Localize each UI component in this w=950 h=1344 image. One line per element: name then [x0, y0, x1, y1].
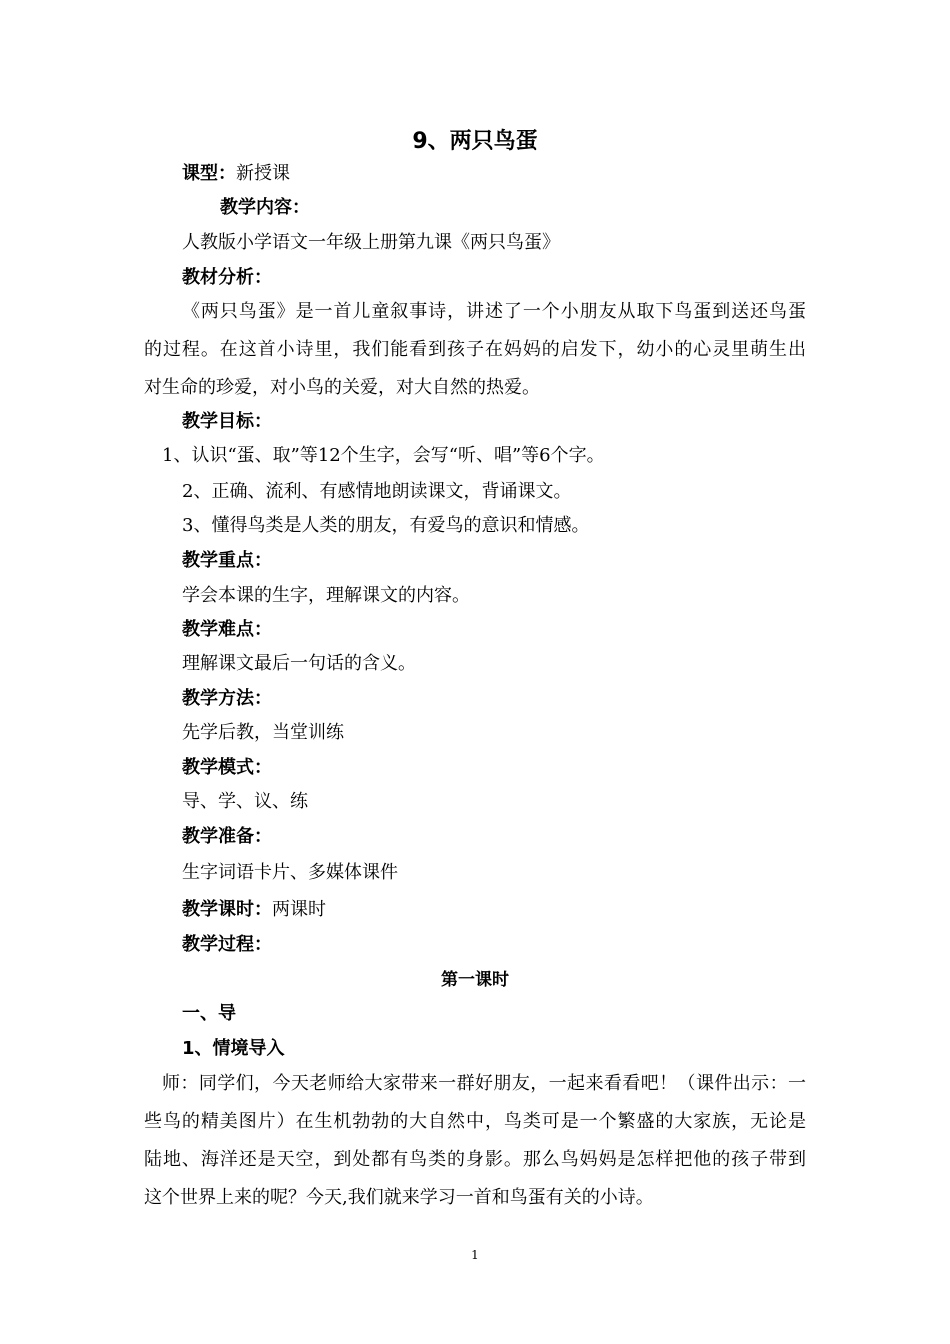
analysis-line: 对生命的珍爱，对小鸟的关爱，对大自然的热爱。 [144, 377, 540, 398]
lesson1-line: 师：同学们，今天老师给大家带来一群好朋友，一起来看看吧！（课件出示：一 [162, 1073, 806, 1094]
difficulties-text: 理解课文最后一句话的含义。 [182, 653, 416, 674]
lesson1-line: 陆地、海洋还是天空，到处都有鸟类的身影。那么鸟妈妈是怎样把他的孩子带到 [144, 1149, 806, 1170]
content-text: 人教版小学语文一年级上册第九课《两只鸟蛋》 [182, 232, 560, 253]
course-type-label: 课型： [182, 163, 236, 184]
goal-item: 2、正确、流利、有感情地朗读课文，背诵课文。 [182, 481, 572, 502]
lesson1-heading: 第一课时 [441, 970, 509, 990]
course-type-row [182, 162, 290, 186]
goal-item: 3、懂得鸟类是人类的朋友，有爱鸟的意识和情感。 [182, 515, 590, 536]
key-points-heading: 教学重点： [182, 550, 272, 571]
course-type-value: 新授课 [236, 163, 290, 184]
preparation-text: 生字词语卡片、多媒体课件 [182, 862, 398, 883]
hours-value: 两课时 [272, 899, 326, 920]
process-heading: 教学过程： [182, 934, 272, 955]
hours-label: 教学课时： [182, 899, 272, 920]
hours-row [182, 898, 326, 922]
method-heading: 教学方法： [182, 688, 272, 709]
content-heading: 教学内容： [220, 197, 310, 218]
analysis-heading: 教材分析： [182, 267, 272, 288]
difficulties-heading: 教学难点： [182, 619, 272, 640]
subsection-heading: 1、情境导入 [182, 1038, 285, 1059]
analysis-line: 《两只鸟蛋》是一首儿童叙事诗，讲述了一个小朋友从取下鸟蛋到送还鸟蛋 [182, 301, 806, 322]
document-title: 9、两只鸟蛋 [412, 129, 538, 154]
section-heading: 一、导 [182, 1003, 236, 1024]
mode-text: 导、学、议、练 [182, 791, 308, 812]
lesson1-line: 些鸟的精美图片）在生机勃勃的大自然中，鸟类可是一个繁盛的大家族，无论是 [144, 1111, 806, 1132]
goal-item: 1、认识“蛋、取”等12个生字，会写“听、唱”等6个字。 [162, 445, 605, 466]
mode-heading: 教学模式： [182, 757, 272, 778]
page-number: 1 [471, 1248, 479, 1262]
key-points-text: 学会本课的生字，理解课文的内容。 [182, 585, 470, 606]
analysis-line: 的过程。在这首小诗里，我们能看到孩子在妈妈的启发下，幼小的心灵里萌生出 [144, 339, 806, 360]
preparation-heading: 教学准备： [182, 826, 272, 847]
goals-heading: 教学目标： [182, 411, 272, 432]
method-text: 先学后教，当堂训练 [182, 722, 344, 743]
lesson1-line: 这个世界上来的呢？今天,我们就来学习一首和鸟蛋有关的小诗。 [144, 1187, 654, 1208]
